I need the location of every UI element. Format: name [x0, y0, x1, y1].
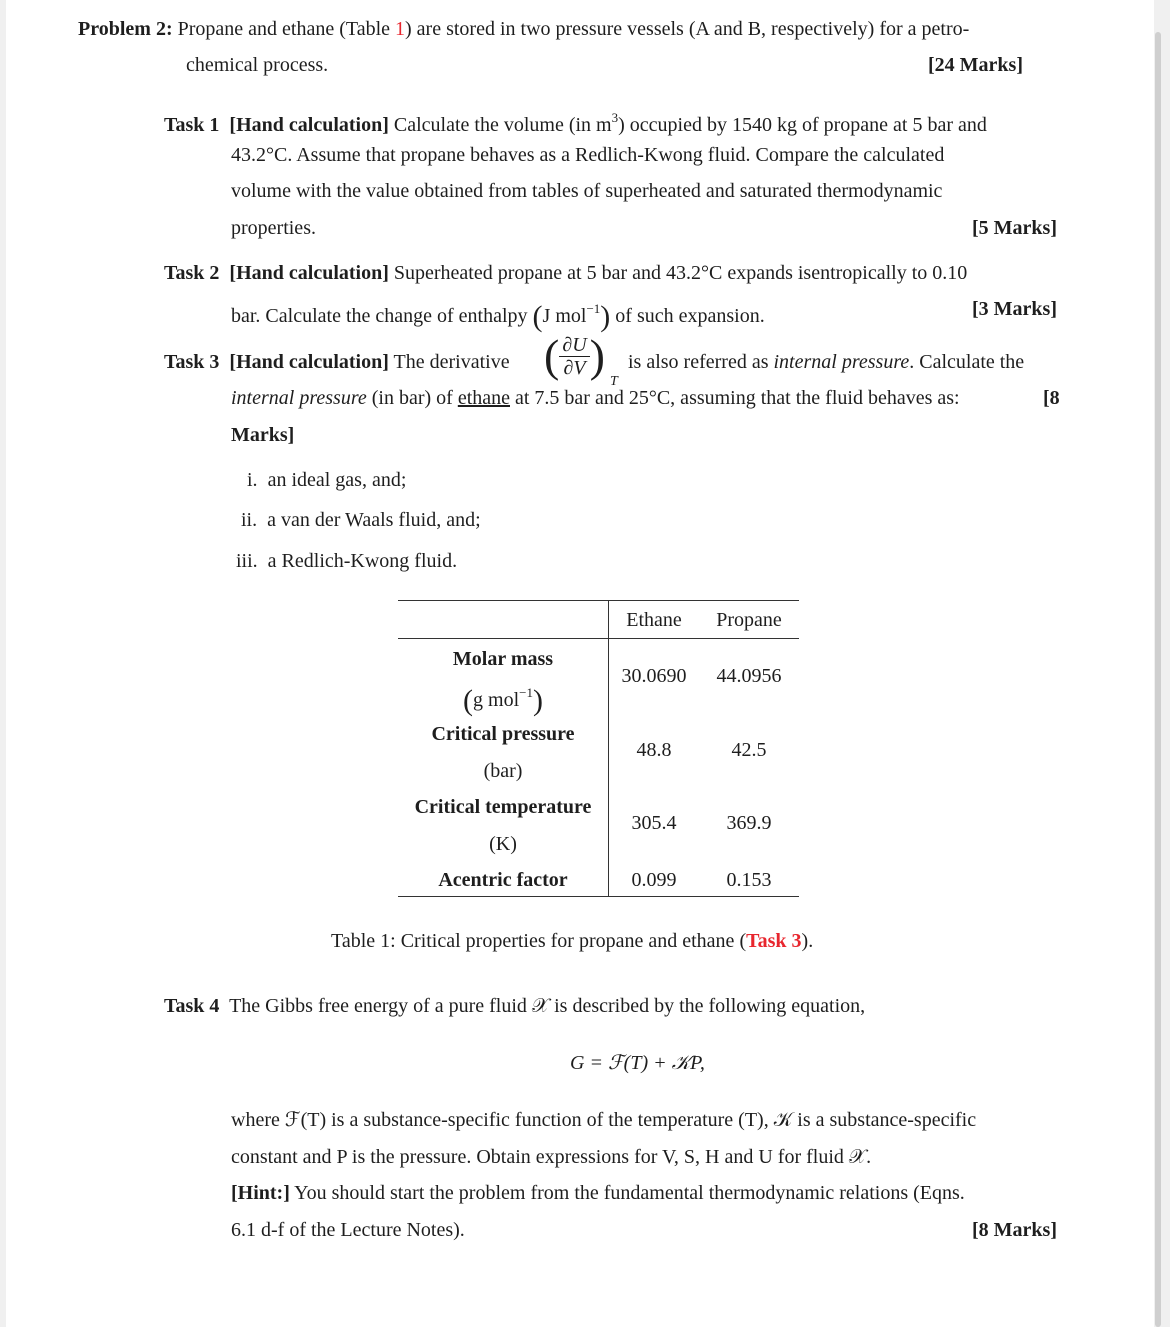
col-header-ethane: Ethane: [626, 609, 682, 631]
task4-marks: [8 Marks]: [972, 1219, 1057, 1241]
task3-marks-b: Marks]: [231, 424, 295, 446]
scrollbar[interactable]: [1155, 32, 1161, 1327]
task2-marks: [3 Marks]: [972, 298, 1057, 320]
table-column-divider: [608, 600, 609, 896]
enthalpy-unit: J mol: [542, 305, 587, 327]
row-label-critical-pressure: Critical pressure: [431, 723, 575, 745]
table-header-rule: [398, 638, 799, 639]
row-label-molar-mass: Molar mass: [452, 648, 554, 670]
table-cell: 369.9: [726, 812, 772, 834]
task3-line1-left: Task 3 [Hand calculation] The derivative: [164, 351, 510, 373]
row-label-critical-temperature: Critical temperature: [414, 796, 592, 818]
task4-line5: 6.1 d-f of the Lecture Notes).: [231, 1219, 465, 1241]
list-item: ii. a van der Waals fluid, and;: [241, 509, 481, 531]
table-ref-link[interactable]: 1: [395, 18, 406, 40]
table-cell: 42.5: [731, 739, 767, 761]
row-unit-molar-mass: (g mol$^{-1}$): [463, 684, 543, 717]
gibbs-equation: G = ℱ(T) + 𝒦P,: [570, 1052, 705, 1074]
task3-line2: internal pressure (in bar) of ethane at 7.5 bar and 25°C, assuming that the fluid behaves as:: [231, 387, 960, 409]
row-label-acentric-factor: Acentric factor: [438, 869, 568, 891]
task3-marks-a: [8: [1043, 387, 1060, 409]
task1-line3: volume with the value obtained from tables of superheated and saturated thermodynamic: [231, 180, 943, 202]
problem-intro-line2: chemical process.: [186, 54, 329, 76]
task3-line1-right: is also referred as internal pressure. Calculate the: [628, 351, 1025, 373]
table-cell: 0.099: [631, 869, 677, 891]
task1-marks: [5 Marks]: [972, 217, 1057, 239]
partial-derivative: ( $\frac{\partial U}{\partial V}$ ): [544, 330, 605, 381]
task1-tag: [Hand calculation]: [229, 114, 389, 136]
task4-line2: where ℱ(T) is a substance-specific function of the temperature (T), 𝒦 is a substance-specific: [231, 1109, 977, 1131]
hint-label: [Hint:]: [231, 1182, 290, 1204]
task4-label: Task 4: [164, 995, 220, 1017]
task4-line3: constant and P is the pressure. Obtain expressions for V, S, H and U for fluid 𝒳.: [231, 1146, 872, 1168]
task3-label: Task 3: [164, 351, 220, 373]
table-cell: 44.0956: [716, 665, 782, 687]
list-item: i. an ideal gas, and;: [247, 469, 407, 491]
task2-line2: bar. Calculate the change of enthalpy (J mol$^{-1}$) of such expansion.: [231, 300, 765, 333]
task3-ref-link[interactable]: Task 3: [746, 930, 802, 952]
derivative-subscript: T: [610, 374, 618, 389]
task1-line2: 43.2°C. Assume that propane behaves as a Redlich-Kwong fluid. Compare the calculated: [231, 144, 945, 166]
task2-label: Task 2: [164, 262, 220, 284]
task2-tag: [Hand calculation]: [229, 262, 389, 284]
problem-label: Problem 2:: [78, 18, 173, 40]
row-unit-critical-temperature: (K): [489, 833, 517, 855]
table-top-rule: [398, 600, 799, 601]
task4-line1: Task 4 The Gibbs free energy of a pure fluid 𝒳 is described by the following equation,: [164, 995, 866, 1017]
table-cell: 48.8: [636, 739, 672, 761]
col-header-propane: Propane: [716, 609, 782, 631]
table-cell: 30.0690: [621, 665, 687, 687]
row-unit-critical-pressure: (bar): [483, 760, 523, 782]
task2-line1: Task 2 [Hand calculation] Superheated propane at 5 bar and 43.2°C expands isentropically to 0.10: [164, 262, 968, 284]
problem-marks: [24 Marks]: [928, 54, 1023, 76]
table-cell: 0.153: [726, 869, 772, 891]
table-cell: 305.4: [631, 812, 677, 834]
task1-line4: properties.: [231, 217, 316, 239]
task3-tag: [Hand calculation]: [229, 351, 389, 373]
task1-label: Task 1: [164, 114, 220, 136]
table-bottom-rule: [398, 896, 799, 897]
table-caption: Table 1: Critical properties for propane and ethane (Task 3).: [331, 930, 814, 952]
problem-intro-line1: Problem 2: Propane and ethane (Table 1) are stored in two pressure vessels (A and B, respectively) for a petro-: [78, 18, 970, 40]
task4-hint: [Hint:] You should start the problem from the fundamental thermodynamic relations (Eqns.: [231, 1182, 965, 1204]
task1-line1: Task 1 [Hand calculation] Calculate the volume (in $m^3$) occupied by 1540 kg of propane at 5 bar and: [164, 110, 987, 136]
list-item: iii. a Redlich-Kwong fluid.: [236, 550, 458, 572]
